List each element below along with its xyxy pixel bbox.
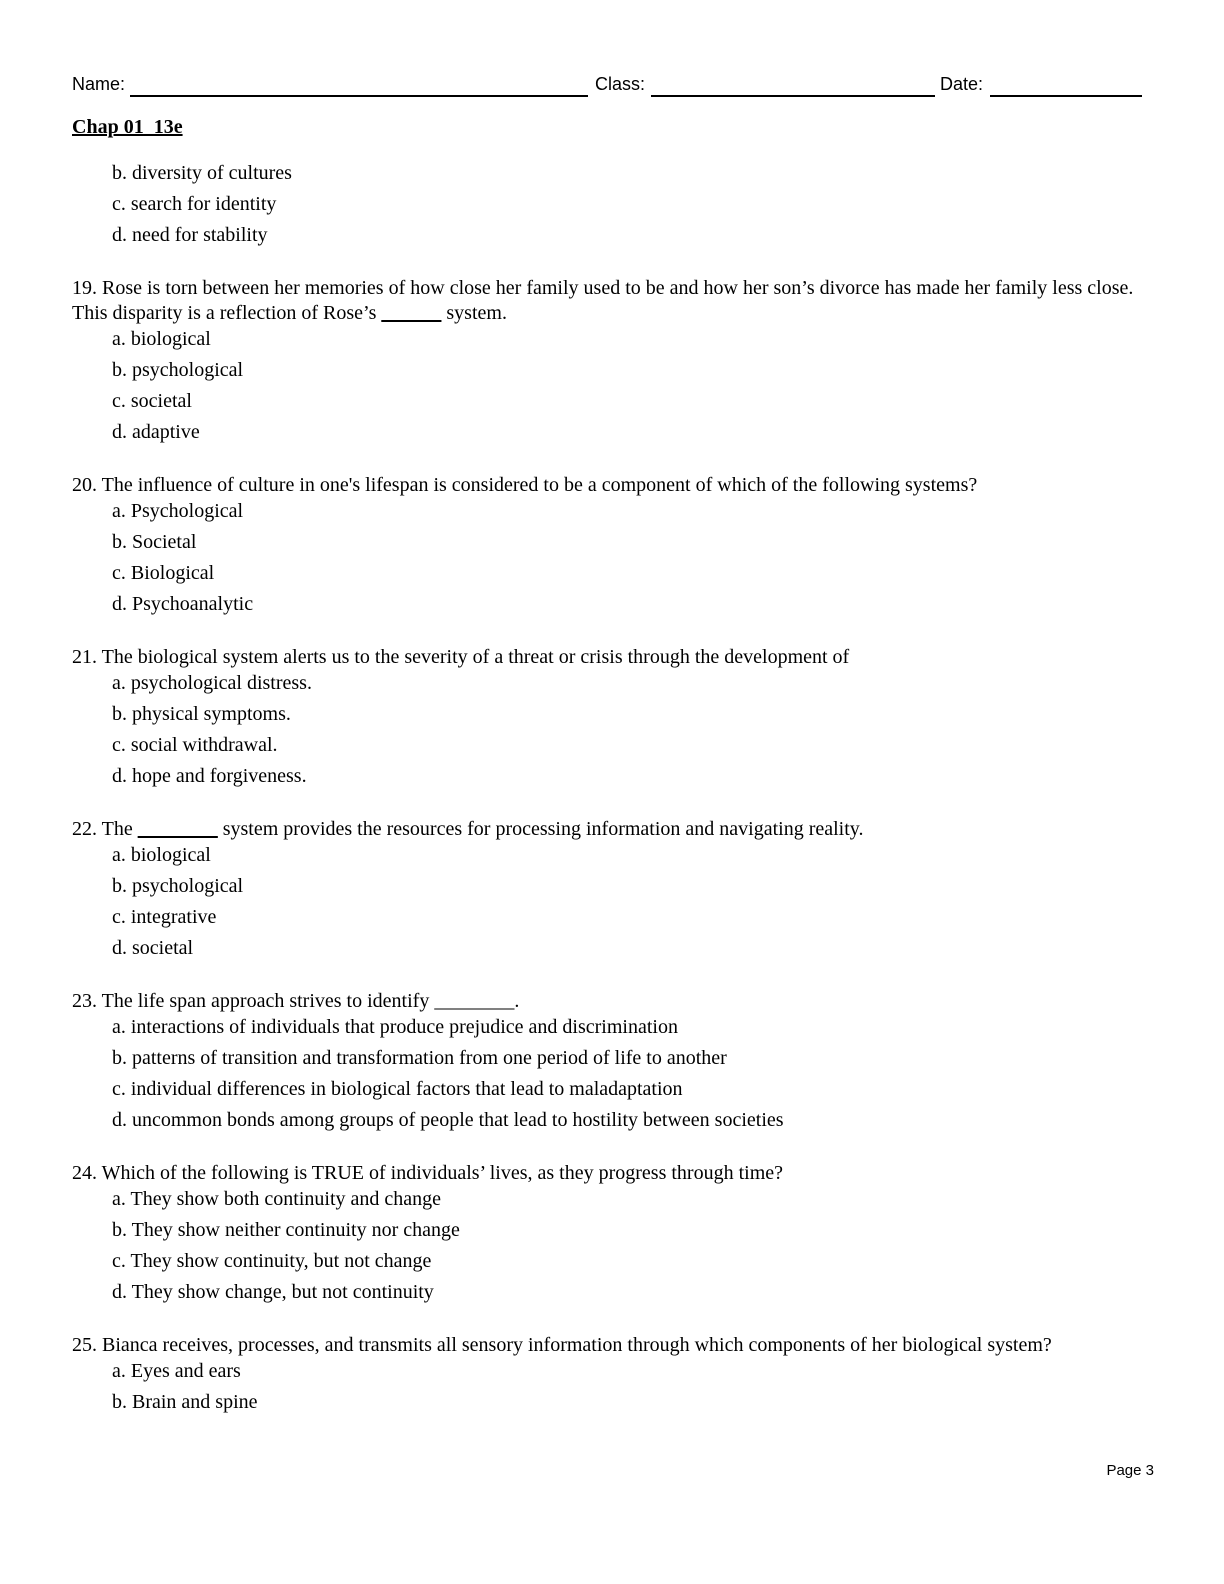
answer-option: c. individual differences in biological factors that lead to maladaptation [112, 1078, 683, 1100]
answer-option: b. Brain and spine [112, 1391, 258, 1413]
answer-option: b. Societal [112, 531, 197, 553]
name-label: Name: [72, 74, 126, 94]
question-stem: 20. The influence of culture in one's lifespan is considered to be a component of which of the following systems? [72, 474, 978, 496]
answer-option: c. integrative [112, 906, 217, 928]
question-25 [72, 1333, 1152, 1420]
worksheet-header [72, 72, 1142, 98]
answer-option: b. patterns of transition and transformation from one period of life to another [112, 1047, 727, 1069]
answer-option: a. biological [112, 844, 211, 866]
question-stem: 19. Rose is torn between her memories of how close her family used to be and how her son’s divorce has made her family less close. This disparity is a reflection of Rose’s ______ system. [72, 277, 1134, 324]
question-stem: 24. Which of the following is TRUE of individuals’ lives, as they progress through time? [72, 1162, 784, 1184]
answer-option: d. adaptive [112, 421, 200, 443]
page-number: Page 3 [1106, 1462, 1154, 1479]
answer-option: c. They show continuity, but not change [112, 1250, 432, 1272]
question-20 [72, 473, 1152, 622]
chapter-title: Chap 01_13e [72, 116, 183, 138]
answer-option: c. social withdrawal. [112, 734, 278, 756]
question-21 [72, 645, 1152, 794]
answer-option: b. diversity of cultures [112, 162, 292, 184]
answer-option: b. They show neither continuity nor change [112, 1219, 460, 1241]
answer-option: a. interactions of individuals that produce prejudice and discrimination [112, 1016, 678, 1038]
answer-option: b. physical symptoms. [112, 703, 291, 725]
answer-option: c. Biological [112, 562, 215, 584]
answer-option: d. Psychoanalytic [112, 593, 254, 615]
question-19 [72, 276, 1152, 450]
question-23 [72, 989, 1152, 1138]
question-stem: 23. The life span approach strives to identify ________. [72, 990, 520, 1012]
question-22 [72, 817, 1152, 966]
answer-option: a. Eyes and ears [112, 1360, 241, 1382]
question-list [72, 160, 1152, 1443]
class-line [651, 95, 935, 97]
answer-option: a. Psychological [112, 500, 244, 522]
date-line [990, 95, 1142, 97]
continued-question [72, 160, 1152, 253]
answer-option: d. hope and forgiveness. [112, 765, 307, 787]
answer-option: a. biological [112, 328, 211, 350]
answer-option: d. They show change, but not continuity [112, 1281, 434, 1303]
question-stem: 25. Bianca receives, processes, and transmits all sensory information through which components of her biological system? [72, 1334, 1052, 1356]
question-24 [72, 1161, 1152, 1310]
answer-option: b. psychological [112, 359, 244, 381]
question-stem: 21. The biological system alerts us to the severity of a threat or crisis through the development of [72, 646, 850, 668]
answer-option: a. psychological distress. [112, 672, 312, 694]
answer-option: d. need for stability [112, 224, 268, 246]
answer-option: d. uncommon bonds among groups of people that lead to hostility between societies [112, 1109, 784, 1131]
answer-option: a. They show both continuity and change [112, 1188, 442, 1210]
answer-blank: ______ [381, 302, 442, 324]
answer-option: c. search for identity [112, 193, 277, 215]
answer-blank: ________ [137, 818, 218, 840]
answer-option: c. societal [112, 390, 192, 412]
question-stem: 22. The ________ system provides the resources for processing information and navigating reality. [72, 818, 864, 840]
name-line [130, 95, 588, 97]
answer-option: b. psychological [112, 875, 244, 897]
answer-option: d. societal [112, 937, 194, 959]
date-label: Date: [940, 74, 984, 94]
class-label: Class: [595, 74, 646, 94]
